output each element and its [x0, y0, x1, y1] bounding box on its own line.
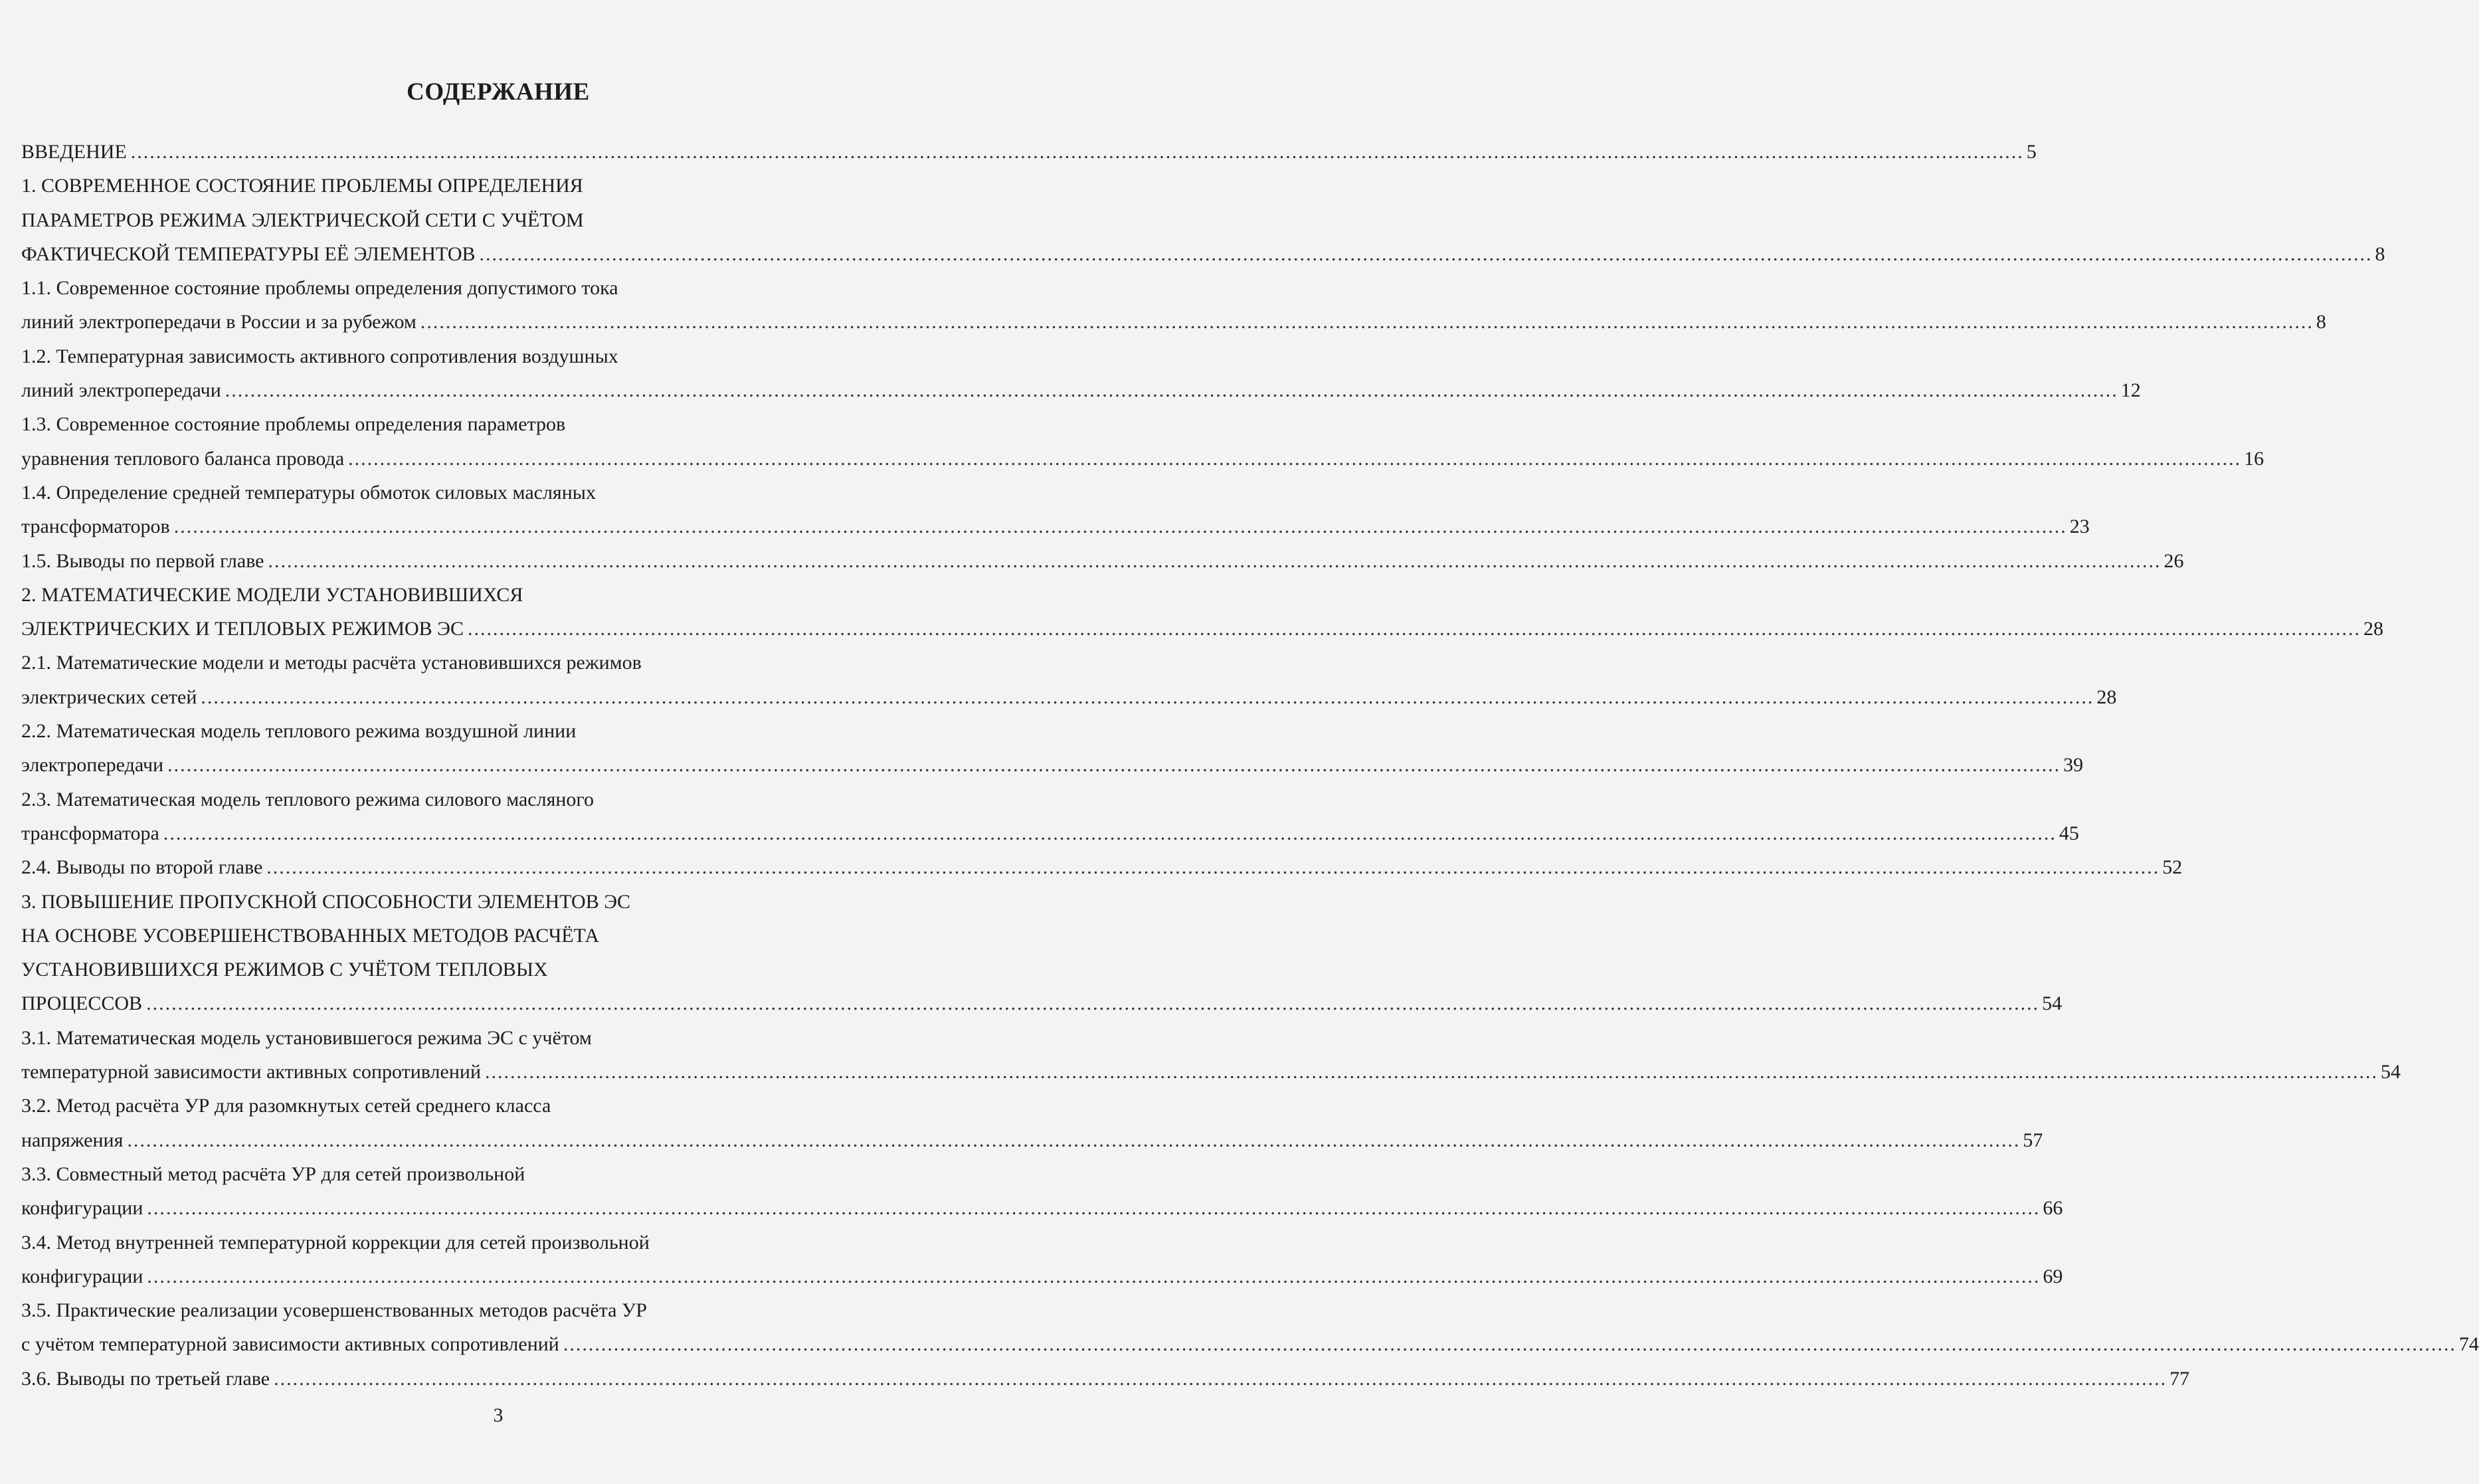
toc-entry-text: трансформатора: [21, 822, 159, 844]
dot-leader: ............................................................................................................................................................................................................................................................................................................: [173, 515, 2067, 538]
dot-leader: ............................................................................................................................................................................................................................................................................................................: [485, 1061, 2379, 1083]
toc-page-number: 26: [2163, 549, 2184, 572]
toc-page-number: 5: [2026, 141, 2037, 163]
toc-line: [21, 1191, 2063, 1225]
toc-page-number: 23: [2069, 515, 2090, 538]
toc-line: [21, 578, 893, 612]
dot-leader: ............................................................................................................................................................................................................................................................................................................: [127, 1129, 2021, 1151]
toc-line: [21, 714, 893, 748]
toc-entry: [21, 1021, 2401, 1089]
toc-entry-text: 3. ПОВЫШЕНИЕ ПРОПУСКНОЙ СПОСОБНОСТИ ЭЛЕМЕНТОВ ЭС: [21, 890, 631, 913]
toc-entry: [21, 850, 2183, 884]
toc-line: [21, 476, 893, 510]
dot-leader: ............................................................................................................................................................................................................................................................................................................: [479, 242, 2373, 265]
toc-line: [21, 986, 2063, 1020]
toc-page-number: 8: [2316, 311, 2326, 333]
toc-line: [21, 748, 2084, 782]
toc-line: [21, 544, 2184, 578]
toc-line: [21, 203, 893, 237]
toc-entry-text: 3.4. Метод внутренней температурной коррекции для сетей произвольной: [21, 1231, 650, 1253]
toc-entry-text: 2.3. Математическая модель теплового режима силового масляного: [21, 788, 594, 810]
toc-entry: [21, 135, 2037, 169]
toc-entry-text: ПРОЦЕССОВ: [21, 992, 143, 1015]
toc-line: [21, 612, 2383, 646]
toc-page-number: 66: [2043, 1197, 2063, 1220]
dot-leader: ............................................................................................................................................................................................................................................................................................................: [167, 754, 2061, 777]
dot-leader: ............................................................................................................................................................................................................................................................................................................: [130, 141, 2024, 163]
toc-entry-text: ЭЛЕКТРИЧЕСКИХ И ТЕПЛОВЫХ РЕЖИМОВ ЭС: [21, 618, 464, 640]
page-number: 3: [493, 1404, 504, 1426]
toc-line: [21, 1259, 2063, 1293]
dot-leader: ............................................................................................................................................................................................................................................................................................................: [348, 447, 2242, 470]
toc-entry-text: электрических сетей: [21, 686, 197, 708]
toc-entry-text: НА ОСНОВЕ УСОВЕРШЕНСТВОВАННЫХ МЕТОДОВ РАСЧЁТА: [21, 924, 600, 947]
toc-line: [21, 850, 2183, 884]
toc-entry-text: 1.2. Температурная зависимость активного сопротивления воздушных: [21, 345, 618, 367]
toc-line: [21, 1226, 893, 1259]
toc-entry-text: 2.1. Математические модели и методы расчёта установившихся режимов: [21, 652, 642, 674]
toc-page-number: 54: [2381, 1061, 2401, 1083]
toc-entry: [21, 646, 2117, 714]
toc-line: [21, 237, 2385, 271]
toc-entry-text: 3.5. Практические реализации усовершенствованных методов расчёта УР: [21, 1299, 647, 1322]
toc-entry-text: 1.5. Выводы по первой главе: [21, 549, 264, 572]
toc-page-number: 54: [2042, 992, 2063, 1015]
toc-line: [21, 1362, 2190, 1396]
toc-entry-text: 1.1. Современное состояние проблемы определения допустимого тока: [21, 277, 618, 300]
dot-leader: ............................................................................................................................................................................................................................................................................................................: [563, 1333, 2456, 1356]
dot-leader: ............................................................................................................................................................................................................................................................................................................: [468, 618, 2361, 640]
toc-line: [21, 816, 2079, 850]
toc-line: [21, 1327, 2479, 1361]
toc-entry: [21, 1362, 2190, 1396]
dot-leader: ............................................................................................................................................................................................................................................................................................................: [146, 992, 2040, 1015]
toc-line: [21, 373, 2141, 407]
dot-leader: ............................................................................................................................................................................................................................................................................................................: [268, 549, 2161, 572]
toc-entry-text: уравнения теплового баланса провода: [21, 447, 345, 470]
toc-entry: [21, 407, 2264, 476]
toc-page-number: 77: [2169, 1367, 2190, 1390]
toc-line: [21, 1089, 893, 1123]
toc-entry: [21, 783, 2079, 851]
toc-line: [21, 1123, 2043, 1157]
toc-entry-text: 3.6. Выводы по третьей главе: [21, 1367, 270, 1390]
toc-page-number: 28: [2363, 618, 2383, 640]
toc-entry-text: линий электропередачи в России и за рубежом: [21, 311, 416, 333]
toc-entry-text: ВВЕДЕНИЕ: [21, 141, 127, 163]
toc-entry: [21, 1226, 2063, 1294]
toc-line: [21, 953, 893, 986]
toc-line: [21, 442, 2264, 476]
toc-page-number: 69: [2043, 1265, 2063, 1287]
toc-entry-text: 1.3. Современное состояние проблемы определения параметров: [21, 413, 566, 436]
toc-entry-text: напряжения: [21, 1129, 124, 1151]
table-of-contents: [21, 135, 2479, 1396]
toc-entry: [21, 339, 2141, 408]
toc-line: [21, 305, 2326, 339]
toc-entry-text: трансформаторов: [21, 515, 170, 538]
toc-entry-text: 1.4. Определение средней температуры обмоток силовых масляных: [21, 481, 596, 504]
toc-entry-text: температурной зависимости активных сопротивлений: [21, 1061, 482, 1083]
toc-page-number: 52: [2162, 856, 2183, 879]
dot-leader: ............................................................................................................................................................................................................................................................................................................: [225, 379, 2118, 402]
toc-entry-text: 3.1. Математическая модель установившегося режима ЭС с учётом: [21, 1026, 592, 1049]
toc-line: [21, 1055, 2401, 1089]
toc-line: [21, 169, 893, 203]
toc-line: [21, 135, 2037, 169]
toc-entry-text: конфигурации: [21, 1265, 143, 1287]
dot-leader: ............................................................................................................................................................................................................................................................................................................: [274, 1367, 2167, 1390]
toc-entry-text: с учётом температурной зависимости активных сопротивлений: [21, 1333, 559, 1356]
toc-entry: [21, 1293, 2479, 1362]
toc-entry-text: 2. МАТЕМАТИЧЕСКИЕ МОДЕЛИ УСТАНОВИВШИХСЯ: [21, 583, 523, 606]
dot-leader: ............................................................................................................................................................................................................................................................................................................: [163, 822, 2057, 844]
toc-entry-text: 2.2. Математическая модель теплового режима воздушной линии: [21, 720, 577, 743]
dot-leader: ............................................................................................................................................................................................................................................................................................................: [201, 686, 2094, 708]
dot-leader: ............................................................................................................................................................................................................................................................................................................: [147, 1265, 2041, 1287]
toc-line: [21, 783, 893, 816]
toc-page-number: 16: [2244, 447, 2264, 470]
toc-entry: [21, 476, 2090, 544]
toc-entry-text: 1. СОВРЕМЕННОЕ СОСТОЯНИЕ ПРОБЛЕМЫ ОПРЕДЕЛЕНИЯ: [21, 175, 583, 197]
toc-page-number: 74: [2458, 1333, 2479, 1356]
toc-entry-text: ПАРАМЕТРОВ РЕЖИМА ЭЛЕКТРИЧЕСКОЙ СЕТИ С УЧЁТОМ: [21, 209, 584, 231]
toc-entry: [21, 1089, 2043, 1157]
toc-page-number: 57: [2023, 1129, 2043, 1151]
toc-entry-text: ФАКТИЧЕСКОЙ ТЕМПЕРАТУРЫ ЕЁ ЭЛЕМЕНТОВ: [21, 242, 476, 265]
toc-line: [21, 1021, 893, 1055]
toc-entry-text: УСТАНОВИВШИХСЯ РЕЖИМОВ С УЧЁТОМ ТЕПЛОВЫХ: [21, 959, 548, 981]
toc-line: [21, 919, 893, 953]
toc-page-number: 8: [2375, 242, 2385, 265]
dot-leader: ............................................................................................................................................................................................................................................................................................................: [147, 1197, 2041, 1220]
toc-entry-text: конфигурации: [21, 1197, 143, 1220]
toc-line: [21, 1157, 893, 1191]
toc-entry-text: линий электропередачи: [21, 379, 221, 402]
toc-entry-text: 3.3. Совместный метод расчёта УР для сетей произвольной: [21, 1162, 525, 1185]
toc-line: [21, 339, 893, 373]
page-title: СОДЕРЖАНИЕ: [407, 78, 590, 106]
toc-entry: [21, 714, 2084, 783]
toc-page-number: 28: [2096, 686, 2117, 708]
toc-entry-text: электропередачи: [21, 754, 164, 777]
toc-line: [21, 407, 893, 441]
toc-line: [21, 1293, 893, 1327]
toc-line: [21, 510, 2090, 543]
dot-leader: ............................................................................................................................................................................................................................................................................................................: [266, 856, 2160, 879]
toc-page-number: 45: [2059, 822, 2079, 844]
toc-line: [21, 271, 893, 305]
toc-line: [21, 885, 893, 919]
toc-entry-text: 3.2. Метод расчёта УР для разомкнутых сетей среднего класса: [21, 1095, 551, 1117]
toc-entry: [21, 578, 2383, 646]
toc-line: [21, 646, 893, 680]
toc-line: [21, 680, 2117, 714]
toc-entry: [21, 885, 2063, 1021]
dot-leader: ............................................................................................................................................................................................................................................................................................................: [420, 311, 2314, 333]
toc-entry-text: 2.4. Выводы по второй главе: [21, 856, 263, 879]
toc-page-number: 12: [2120, 379, 2141, 402]
toc-entry: [21, 544, 2184, 578]
toc-page-number: 39: [2063, 754, 2084, 777]
toc-entry: [21, 271, 2326, 339]
toc-entry: [21, 1157, 2063, 1226]
toc-entry: [21, 169, 2385, 271]
